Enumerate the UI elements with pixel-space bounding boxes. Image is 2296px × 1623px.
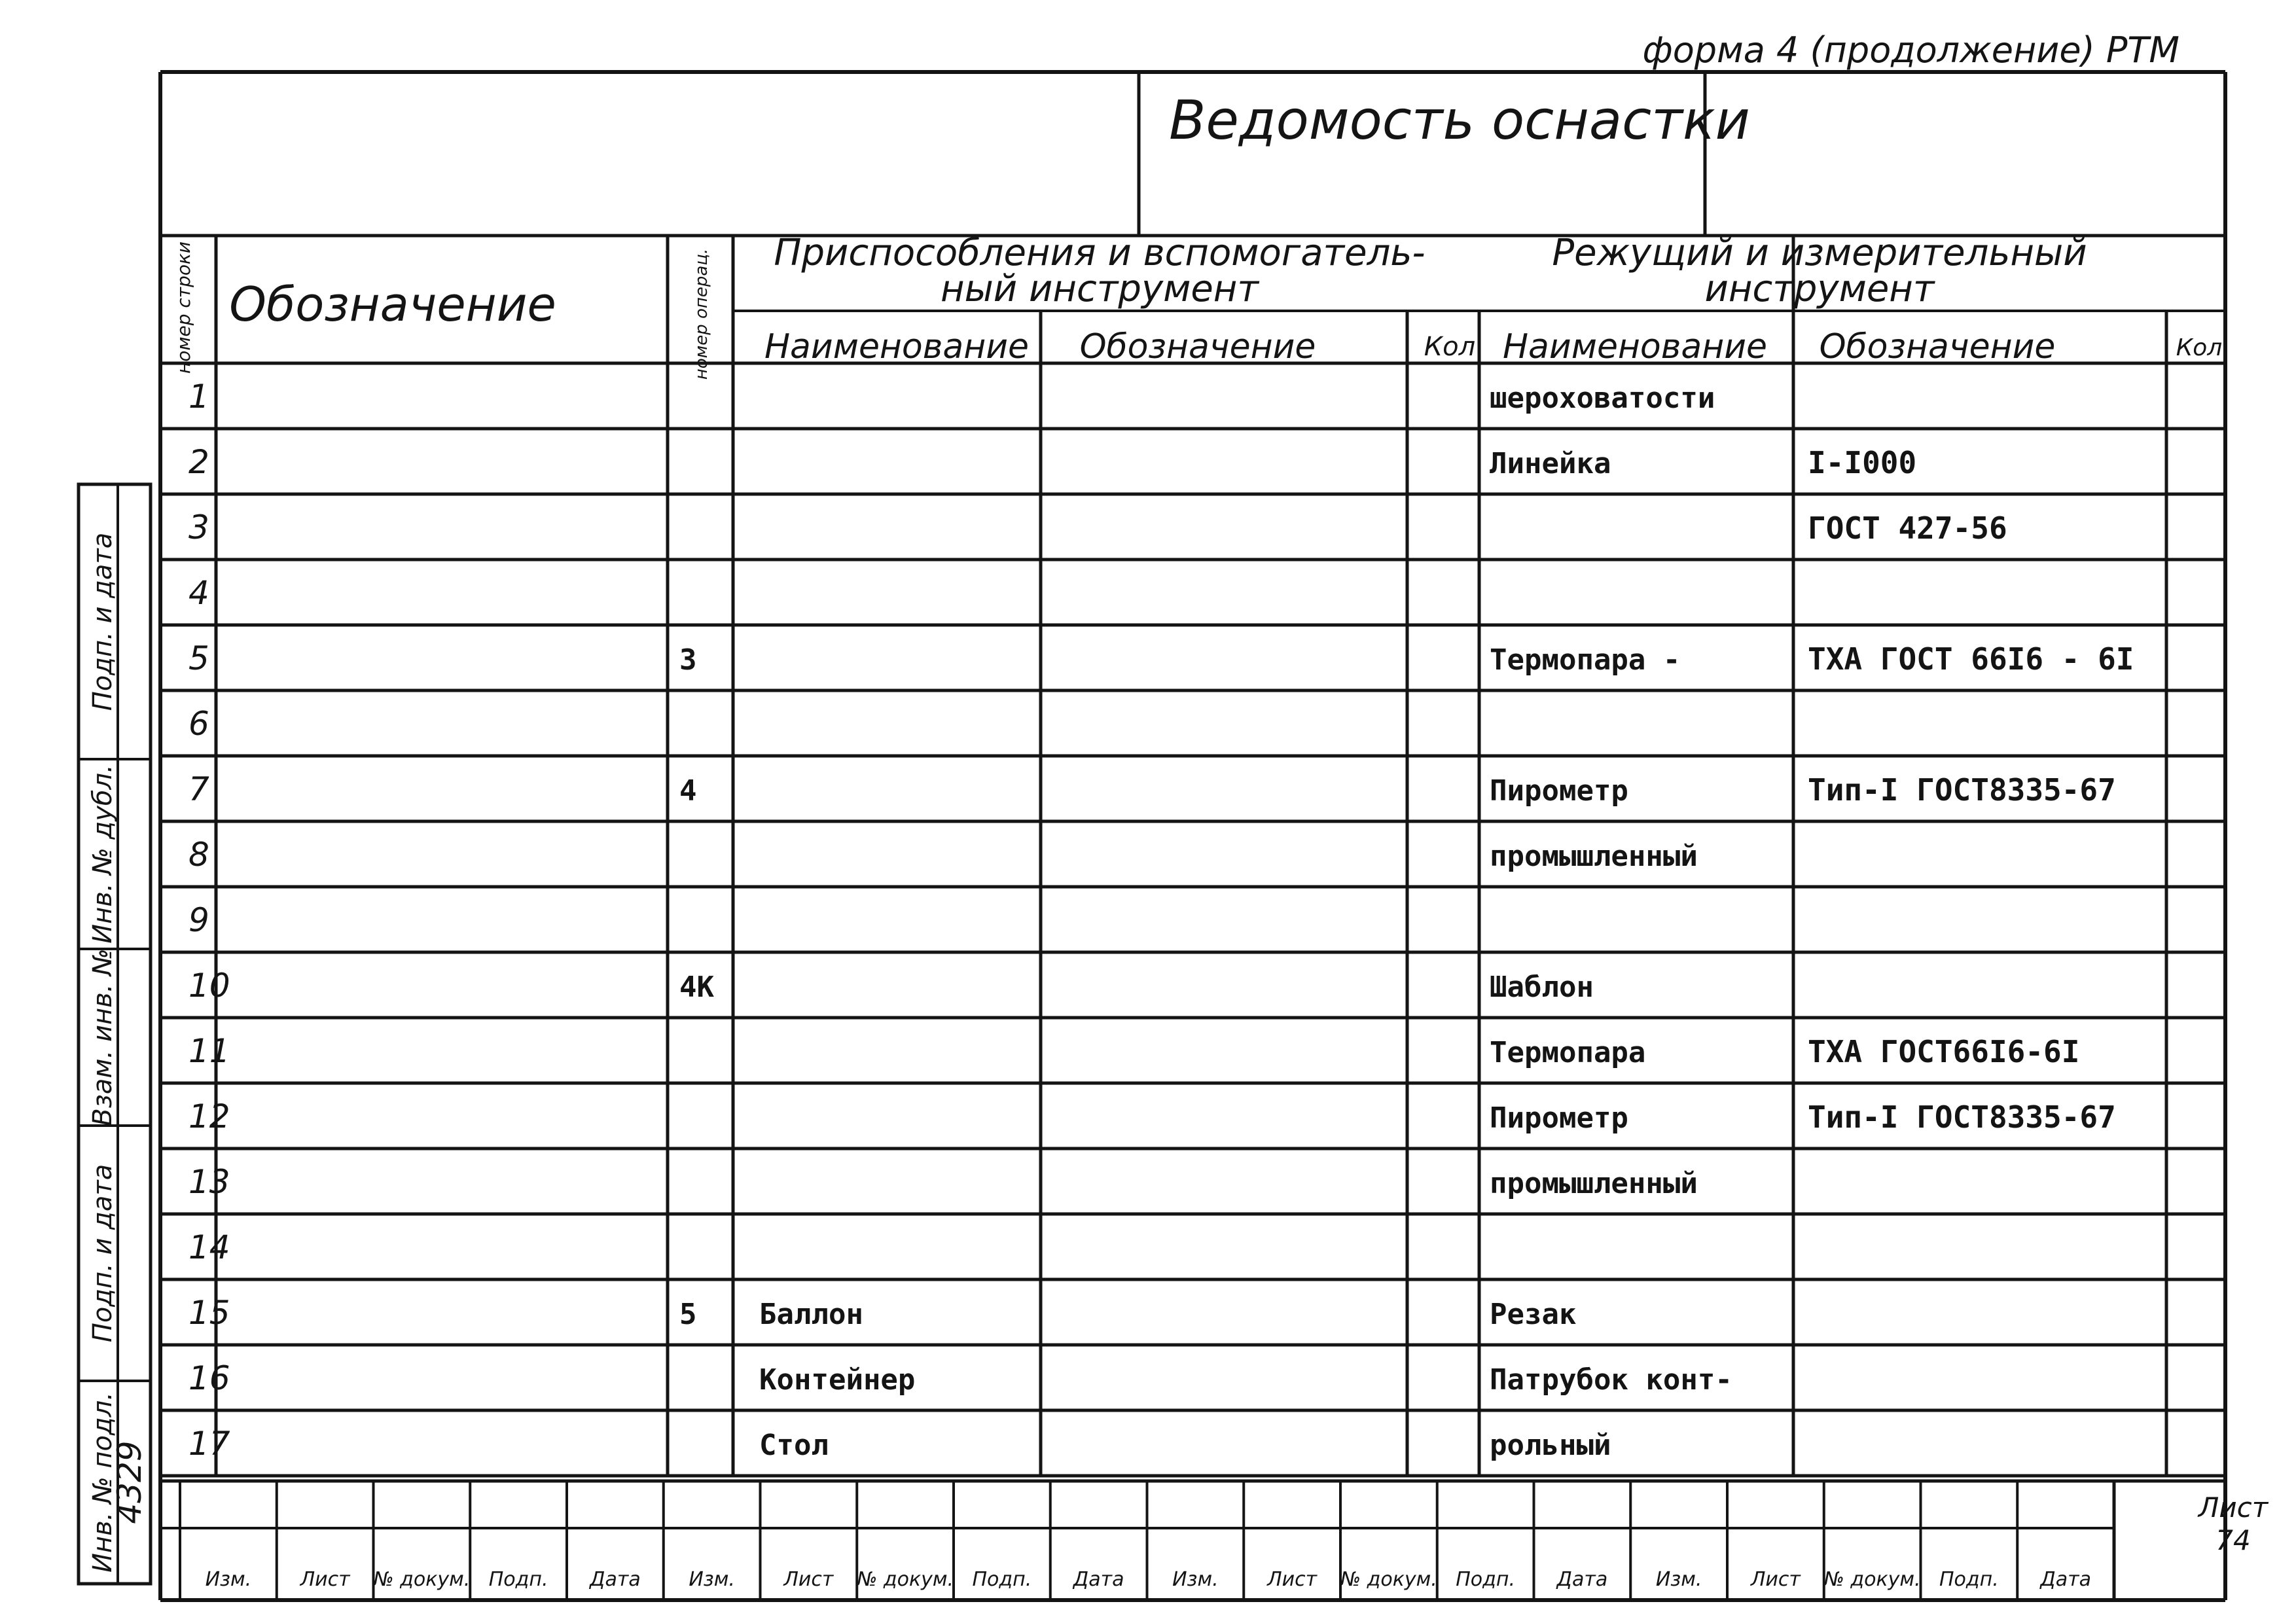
table-row: [188, 1228, 230, 1266]
header-fixture-qty: Кол: [1424, 332, 1476, 362]
operation-number: 4: [679, 774, 697, 808]
row-number: 14: [188, 1228, 230, 1266]
table-row: [188, 443, 1916, 481]
revision-column-label: Подп.: [972, 1568, 1032, 1591]
revision-column-label: Лист: [1267, 1568, 1318, 1591]
header-cutting-qty: Кол: [2176, 334, 2223, 361]
table-row: [188, 378, 1715, 416]
row-number: 12: [188, 1097, 230, 1135]
row-number: 8: [188, 836, 209, 874]
table-row: [188, 1425, 1611, 1463]
row-number: 16: [188, 1359, 230, 1397]
operation-number: 4К: [679, 971, 714, 1004]
row-number: 17: [188, 1425, 230, 1463]
margin-stamp-label: Инв. № дубл.: [88, 764, 118, 944]
tool-designation: I-I000: [1808, 445, 1917, 480]
tool-designation: ТХА ГОСТ66I6-6I: [1808, 1034, 2080, 1069]
inventory-number: 4329: [111, 1440, 149, 1524]
revision-column-label: № докум.: [857, 1568, 954, 1591]
row-number: 7: [188, 770, 209, 808]
revision-column-label: Дата: [1556, 1568, 1608, 1591]
revision-column-label: Лист: [1750, 1568, 1801, 1591]
tool-designation: Тип-I ГОСТ8335-67: [1808, 772, 2116, 808]
revision-column-label: Лист: [783, 1568, 834, 1591]
tool-name: промышленный: [1490, 840, 1698, 873]
header-line-number: номер строки: [173, 241, 194, 374]
margin-stamp-label: Подп. и дата: [88, 532, 118, 711]
header-fixtures-line2: ный инструмент: [940, 268, 1259, 310]
row-number: 3: [188, 508, 209, 546]
table-row: [188, 967, 1594, 1005]
tool-name: Пирометр: [1490, 1101, 1628, 1135]
table-row: [188, 901, 209, 939]
table-row: [188, 770, 2116, 808]
table-row: [188, 1163, 1698, 1201]
row-number: 4: [188, 574, 209, 612]
header-cutting-line2: инструмент: [1704, 268, 1935, 310]
document-title: Ведомость оснастки: [1169, 90, 1750, 152]
header-fixtures-line1: Приспособления и вспомогатель-: [774, 232, 1426, 274]
sheet-number: 74: [2215, 1524, 2251, 1556]
header-cutting-line1: Режущий и измерительный: [1552, 232, 2087, 274]
row-number: 2: [188, 443, 209, 481]
row-number: 5: [188, 639, 209, 677]
margin-stamp-label: Подп. и дата: [88, 1164, 118, 1343]
revision-column-label: Лист: [300, 1568, 350, 1591]
row-number: 15: [188, 1294, 230, 1332]
margin-stamp-label: Взам. инв. №: [88, 948, 118, 1126]
revision-column-label: Дата: [2040, 1568, 2091, 1591]
revision-column-label: Изм.: [205, 1568, 252, 1591]
table-row: [188, 639, 2134, 677]
table-row: [188, 1097, 2116, 1135]
revision-column-label: № докум.: [1340, 1568, 1437, 1591]
row-number: 10: [188, 967, 230, 1005]
tool-name: Термопара: [1490, 1036, 1646, 1069]
tool-designation: ГОСТ 427-56: [1808, 510, 2007, 546]
row-number: 1: [188, 378, 209, 416]
tool-name: Термопара -: [1490, 643, 1681, 677]
row-number: 11: [188, 1032, 230, 1070]
margin-stamp-label: Инв. № подл.: [88, 1392, 118, 1573]
row-number: 9: [188, 901, 209, 939]
revision-column-label: Подп.: [1456, 1568, 1516, 1591]
row-number: 6: [188, 705, 209, 743]
tool-name: Резак: [1490, 1298, 1577, 1331]
revision-column-label: Дата: [1073, 1568, 1124, 1591]
header-cutting-name: Наименование: [1502, 327, 1768, 366]
tool-name: рольный: [1490, 1429, 1611, 1462]
row-number: 13: [188, 1163, 230, 1201]
tool-name: Линейка: [1490, 447, 1611, 480]
tool-designation: Тип-I ГОСТ8335-67: [1808, 1099, 2116, 1135]
fixture-name: Баллон: [759, 1298, 863, 1331]
table-row: [188, 1294, 1576, 1332]
revision-column-label: Подп.: [488, 1568, 548, 1591]
table-row: [188, 1359, 1732, 1397]
operation-number: 3: [679, 643, 697, 677]
table-row: [188, 574, 209, 612]
table-row: [188, 1032, 2079, 1070]
revision-column-label: Изм.: [1655, 1568, 1702, 1591]
tool-name: промышленный: [1490, 1167, 1698, 1200]
header-fixture-designation: Обозначение: [1079, 327, 1316, 366]
revision-column-label: Изм.: [1172, 1568, 1219, 1591]
table-row: [188, 836, 1698, 874]
header-fixture-name: Наименование: [764, 327, 1030, 366]
table-row: [188, 508, 2007, 546]
revision-column-label: № докум.: [1823, 1568, 1921, 1591]
fixture-name: Стол: [759, 1429, 829, 1462]
operation-number: 5: [679, 1298, 697, 1331]
revision-column-label: Подп.: [1939, 1568, 1999, 1591]
fixture-name: Контейнер: [759, 1363, 916, 1397]
tool-name: шероховатости: [1490, 382, 1715, 415]
table-row: [188, 705, 209, 743]
sheet-label: Лист: [2198, 1491, 2269, 1524]
header-cutting-designation: Обозначение: [1819, 327, 2056, 366]
header-operation-number: номер операц.: [692, 248, 711, 380]
tool-name: Патрубок конт-: [1490, 1363, 1732, 1397]
tool-name: Шаблон: [1490, 971, 1594, 1004]
header-designation: Обозначение: [229, 277, 556, 332]
revision-column-label: № докум.: [373, 1568, 471, 1591]
form-caption: форма 4 (продолжение) РТМ: [1642, 29, 2179, 71]
revision-column-label: Изм.: [689, 1568, 735, 1591]
revision-column-label: Дата: [590, 1568, 641, 1591]
tool-name: Пирометр: [1490, 774, 1628, 808]
tool-designation: ТХА ГОСТ 66I6 - 6I: [1808, 641, 2134, 677]
